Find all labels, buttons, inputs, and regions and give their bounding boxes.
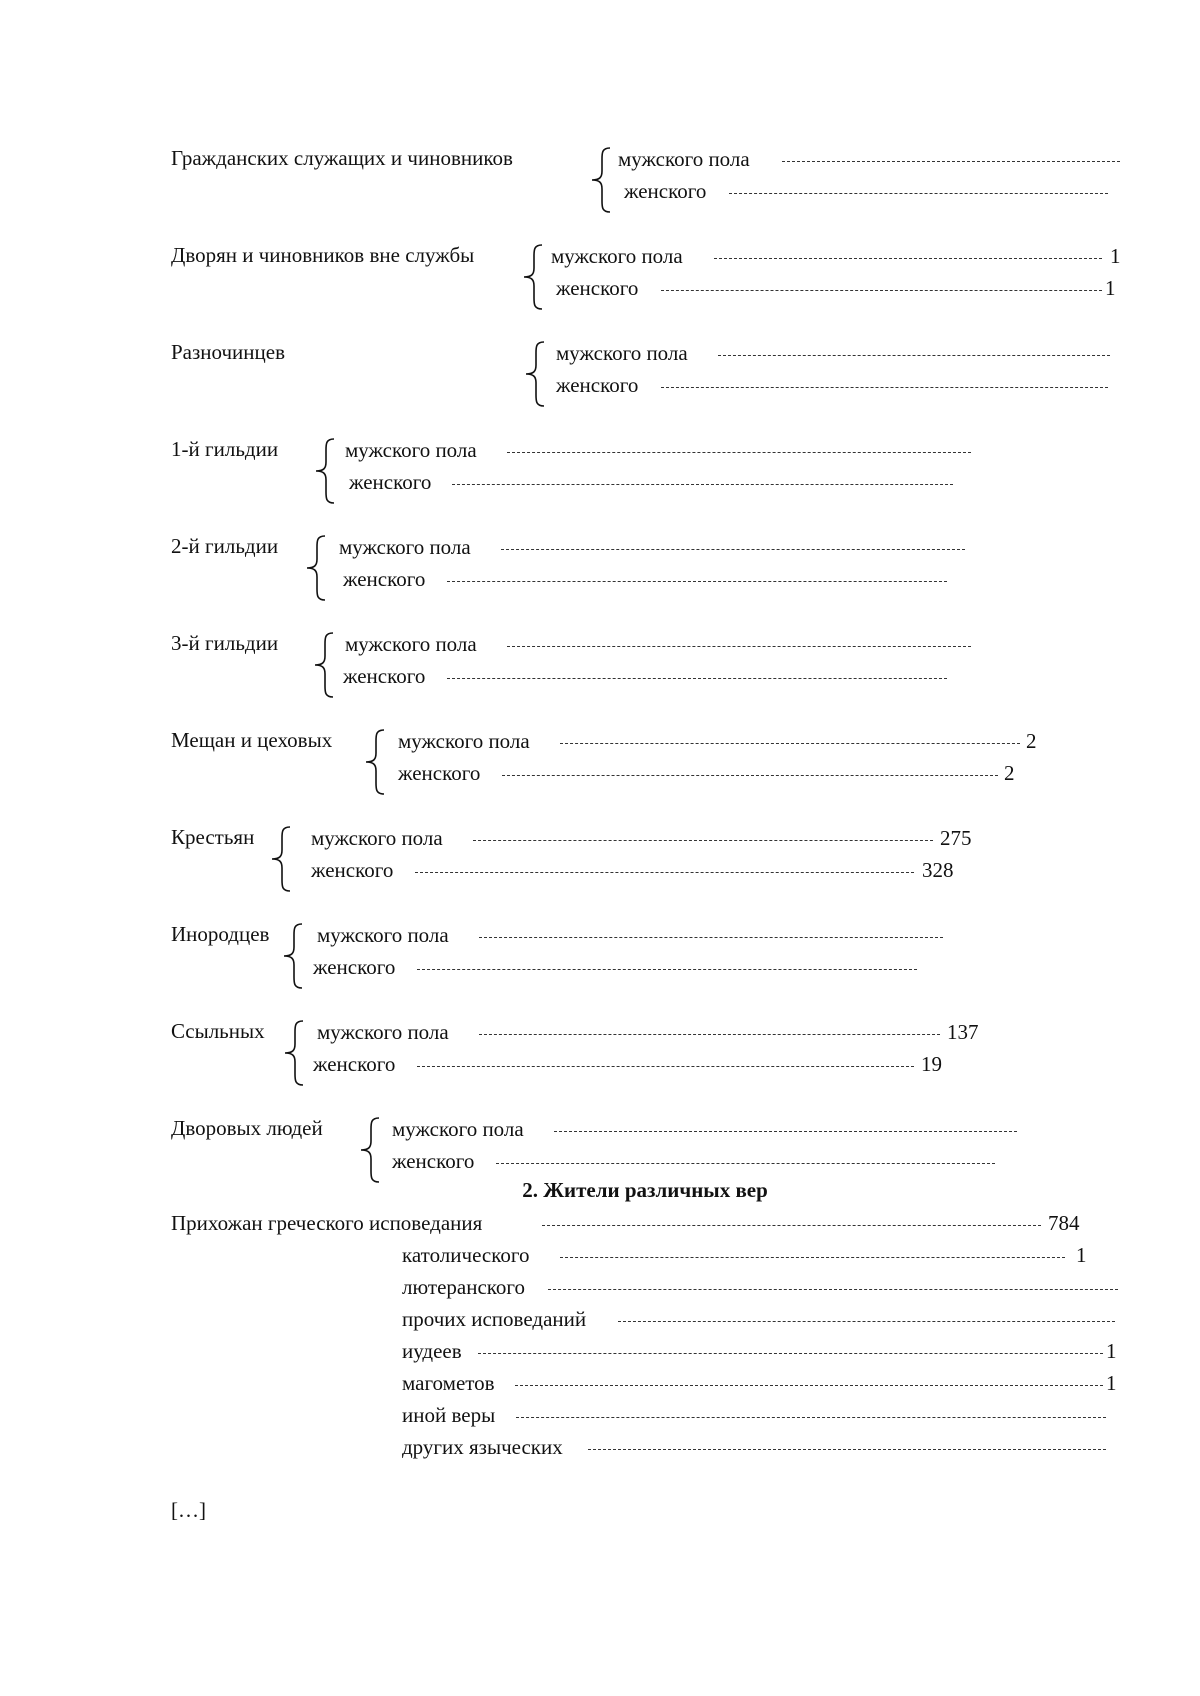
dash-leader [417, 969, 917, 970]
estate-group [0, 923, 1200, 1003]
estate-label: Разночинцев [171, 340, 286, 364]
dash-leader [729, 193, 1108, 194]
faith-count: 1 [1076, 1243, 1087, 1267]
male-count: 1 [1110, 244, 1121, 268]
female-row [0, 666, 1200, 690]
female-count: 328 [922, 858, 954, 882]
dash-leader [560, 743, 1020, 744]
estate-group [0, 535, 1200, 615]
female-label: женского [349, 470, 432, 494]
male-count: 137 [947, 1020, 979, 1044]
dash-leader [473, 840, 933, 841]
male-label: мужского пола [398, 729, 530, 753]
female-label: женского [313, 955, 396, 979]
male-row [0, 340, 1200, 367]
male-label: мужского пола [345, 438, 477, 462]
female-row [0, 1151, 1200, 1175]
dash-leader [479, 1034, 940, 1035]
dash-leader [507, 452, 971, 453]
faith-label: Прихожан греческого исповедания [171, 1211, 483, 1235]
male-row [0, 243, 1200, 270]
female-label: женского [311, 858, 394, 882]
male-row [0, 1019, 1200, 1046]
female-row [0, 181, 1200, 205]
male-label: мужского пола [551, 244, 683, 268]
faith-row [0, 1309, 1200, 1333]
dash-leader [417, 1066, 914, 1067]
female-row [0, 472, 1200, 496]
male-label: мужского пола [311, 826, 443, 850]
female-row [0, 957, 1200, 981]
estate-label: Дворян и чиновников вне службы [171, 243, 475, 267]
female-row [0, 569, 1200, 593]
faith-count: 784 [1048, 1211, 1080, 1235]
estate-group [0, 341, 1200, 421]
faith-label: иудеев [402, 1339, 462, 1363]
faith-label: прочих исповеданий [402, 1307, 587, 1331]
male-count: 275 [940, 826, 972, 850]
dash-leader [542, 1225, 1041, 1226]
male-label: мужского пола [618, 147, 750, 171]
female-label: женского [624, 179, 707, 203]
faith-count: 1 [1106, 1339, 1117, 1363]
dash-leader [502, 775, 998, 776]
dash-leader [554, 1131, 1017, 1132]
faith-row [0, 1341, 1200, 1365]
female-row [0, 278, 1200, 302]
estate-label: Инородцев [171, 922, 270, 946]
estate-label: 3-й гильдии [171, 631, 279, 655]
male-label: мужского пола [317, 923, 449, 947]
female-label: женского [556, 276, 639, 300]
faith-row [0, 1437, 1200, 1461]
male-label: мужского пола [556, 341, 688, 365]
female-count: 1 [1105, 276, 1116, 300]
estate-label: 2-й гильдии [171, 534, 279, 558]
female-label: женского [343, 567, 426, 591]
estate-group [0, 1020, 1200, 1100]
faith-row [0, 1373, 1200, 1397]
male-row [0, 437, 1200, 464]
dash-leader [661, 290, 1102, 291]
dash-leader [714, 258, 1102, 259]
dash-leader [588, 1449, 1106, 1450]
dash-leader [415, 872, 914, 873]
dash-leader [618, 1321, 1115, 1322]
male-row [0, 146, 1200, 173]
male-row [0, 631, 1200, 658]
estate-group [0, 147, 1200, 227]
female-label: женского [343, 664, 426, 688]
female-row [0, 375, 1200, 399]
section-heading-text: 2. Жители различных вер [522, 1178, 768, 1202]
estate-group [0, 632, 1200, 712]
faith-label: магометов [402, 1371, 495, 1395]
female-label: женского [313, 1052, 396, 1076]
faith-row [0, 1245, 1200, 1269]
faith-label: лютеранского [402, 1275, 525, 1299]
male-count: 2 [1026, 729, 1037, 753]
faith-row [0, 1405, 1200, 1429]
omission-mark: […] [171, 1498, 206, 1522]
dash-leader [452, 484, 953, 485]
male-label: мужского пола [392, 1117, 524, 1141]
estate-label: 1-й гильдии [171, 437, 279, 461]
estate-label: Крестьян [171, 825, 255, 849]
male-label: мужского пола [317, 1020, 449, 1044]
dash-leader [479, 937, 943, 938]
faith-row [0, 1277, 1200, 1301]
estate-label: Ссыльных [171, 1019, 265, 1043]
dash-leader [548, 1289, 1118, 1290]
estate-label: Дворовых людей [171, 1116, 323, 1140]
male-row [0, 825, 1200, 852]
dash-leader [515, 1385, 1103, 1386]
dash-leader [501, 549, 965, 550]
female-row [0, 763, 1200, 787]
dash-leader [661, 387, 1108, 388]
female-count: 19 [921, 1052, 942, 1076]
dash-leader [516, 1417, 1106, 1418]
female-label: женского [392, 1149, 475, 1173]
dash-leader [782, 161, 1120, 162]
estate-group [0, 244, 1200, 324]
male-label: мужского пола [339, 535, 471, 559]
dash-leader [560, 1257, 1065, 1258]
female-row [0, 1054, 1200, 1078]
male-row [0, 534, 1200, 561]
male-row [0, 1116, 1200, 1143]
faith-row [0, 1213, 1200, 1237]
female-count: 2 [1004, 761, 1015, 785]
female-label: женского [556, 373, 639, 397]
estate-group [0, 438, 1200, 518]
faith-label: других языческих [402, 1435, 563, 1459]
female-row [0, 860, 1200, 884]
faith-label: католического [402, 1243, 530, 1267]
male-row [0, 922, 1200, 949]
dash-leader [507, 646, 971, 647]
female-label: женского [398, 761, 481, 785]
estate-group [0, 729, 1200, 809]
section-heading [0, 1180, 1200, 1201]
dash-leader [718, 355, 1110, 356]
dash-leader [478, 1353, 1103, 1354]
estate-group [0, 826, 1200, 906]
faith-count: 1 [1106, 1371, 1117, 1395]
male-label: мужского пола [345, 632, 477, 656]
faith-label: иной веры [402, 1403, 496, 1427]
male-row [0, 728, 1200, 755]
estate-label: Гражданских служащих и чиновников [171, 146, 513, 170]
dash-leader [447, 678, 947, 679]
dash-leader [447, 581, 947, 582]
estate-label: Мещан и цеховых [171, 728, 333, 752]
dash-leader [496, 1163, 995, 1164]
